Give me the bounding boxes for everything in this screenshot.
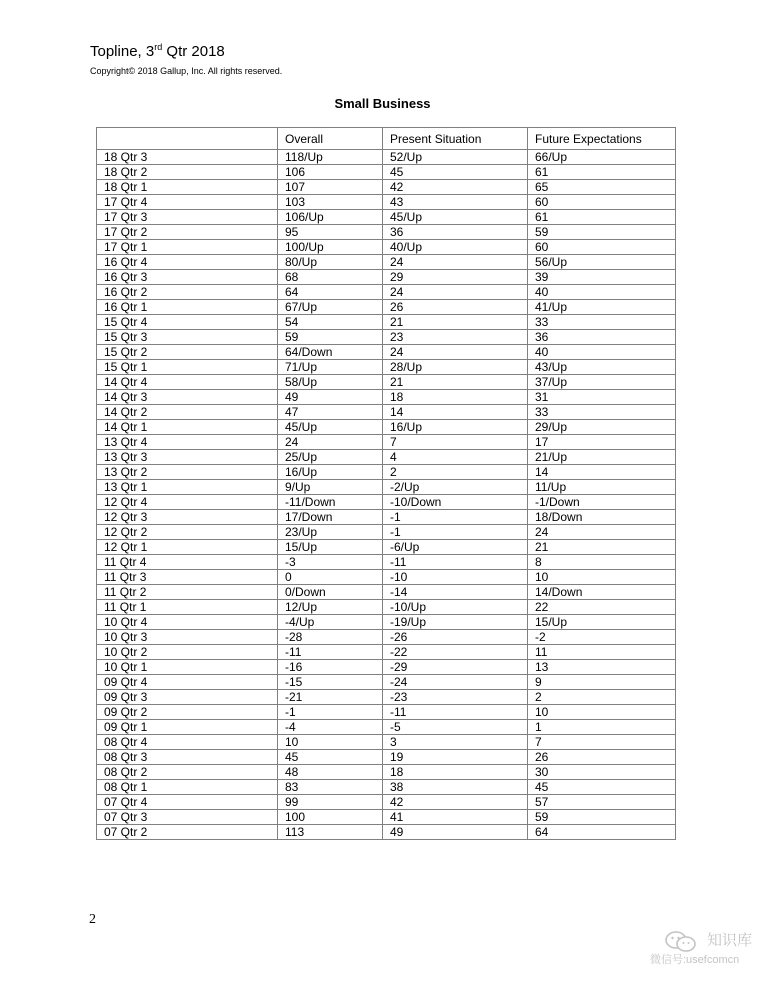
cell-period: 11 Qtr 2 — [97, 585, 278, 600]
cell-overall: 16/Up — [278, 465, 383, 480]
cell-future-expectations: 37/Up — [528, 375, 676, 390]
table-row — [97, 420, 676, 435]
cell-future-expectations: 17 — [528, 435, 676, 450]
copyright-notice: Copyright© 2018 Gallup, Inc. All rights reserved. — [90, 66, 283, 76]
cell-overall: 106 — [278, 165, 383, 180]
cell-future-expectations: 33 — [528, 315, 676, 330]
cell-present-situation: 38 — [383, 780, 528, 795]
cell-overall: 83 — [278, 780, 383, 795]
cell-future-expectations: 31 — [528, 390, 676, 405]
cell-overall: 10 — [278, 735, 383, 750]
cell-overall: 100/Up — [278, 240, 383, 255]
cell-period: 11 Qtr 4 — [97, 555, 278, 570]
cell-overall: 0/Down — [278, 585, 383, 600]
column-header-present-situation: Present Situation — [383, 128, 528, 150]
cell-future-expectations: 15/Up — [528, 615, 676, 630]
table-row — [97, 660, 676, 675]
cell-future-expectations: 13 — [528, 660, 676, 675]
cell-overall: 54 — [278, 315, 383, 330]
cell-overall: -1 — [278, 705, 383, 720]
cell-overall: 118/Up — [278, 150, 383, 165]
cell-overall: 59 — [278, 330, 383, 345]
cell-present-situation: 26 — [383, 300, 528, 315]
cell-period: 16 Qtr 3 — [97, 270, 278, 285]
table-row — [97, 315, 676, 330]
cell-overall: -28 — [278, 630, 383, 645]
cell-period: 17 Qtr 3 — [97, 210, 278, 225]
cell-period: 12 Qtr 4 — [97, 495, 278, 510]
cell-present-situation: -1 — [383, 510, 528, 525]
cell-future-expectations: -2 — [528, 630, 676, 645]
cell-period: 07 Qtr 3 — [97, 810, 278, 825]
title-end: Qtr 2018 — [162, 43, 225, 60]
cell-present-situation: 41 — [383, 810, 528, 825]
cell-present-situation: -11 — [383, 555, 528, 570]
cell-period: 09 Qtr 2 — [97, 705, 278, 720]
table-row — [97, 330, 676, 345]
cell-period: 15 Qtr 1 — [97, 360, 278, 375]
table-row — [97, 450, 676, 465]
cell-overall: 45/Up — [278, 420, 383, 435]
table-row — [97, 570, 676, 585]
cell-overall: -15 — [278, 675, 383, 690]
column-header-overall: Overall — [278, 128, 383, 150]
cell-overall: 0 — [278, 570, 383, 585]
cell-period: 08 Qtr 2 — [97, 765, 278, 780]
cell-future-expectations: 56/Up — [528, 255, 676, 270]
cell-period: 13 Qtr 2 — [97, 465, 278, 480]
cell-period: 10 Qtr 3 — [97, 630, 278, 645]
cell-future-expectations: 2 — [528, 690, 676, 705]
cell-future-expectations: 64 — [528, 825, 676, 840]
table-row — [97, 675, 676, 690]
cell-present-situation: -14 — [383, 585, 528, 600]
cell-present-situation: -24 — [383, 675, 528, 690]
document-title — [90, 43, 225, 61]
cell-present-situation: 23 — [383, 330, 528, 345]
cell-period: 15 Qtr 3 — [97, 330, 278, 345]
cell-period: 18 Qtr 2 — [97, 165, 278, 180]
cell-overall: 49 — [278, 390, 383, 405]
cell-overall: 17/Down — [278, 510, 383, 525]
table-row — [97, 240, 676, 255]
table-row — [97, 405, 676, 420]
watermark-name: 知识库 — [707, 932, 753, 949]
cell-overall: -4/Up — [278, 615, 383, 630]
table-row — [97, 630, 676, 645]
cell-period: 11 Qtr 1 — [97, 600, 278, 615]
cell-overall: -4 — [278, 720, 383, 735]
cell-present-situation: -11 — [383, 705, 528, 720]
cell-overall: 9/Up — [278, 480, 383, 495]
cell-present-situation: 18 — [383, 390, 528, 405]
cell-period: 10 Qtr 2 — [97, 645, 278, 660]
cell-future-expectations: 60 — [528, 195, 676, 210]
cell-future-expectations: 57 — [528, 795, 676, 810]
cell-overall: 95 — [278, 225, 383, 240]
table-row — [97, 525, 676, 540]
cell-period: 15 Qtr 2 — [97, 345, 278, 360]
cell-overall: 64 — [278, 285, 383, 300]
cell-present-situation: -2/Up — [383, 480, 528, 495]
cell-period: 14 Qtr 1 — [97, 420, 278, 435]
cell-present-situation: 52/Up — [383, 150, 528, 165]
cell-future-expectations: 29/Up — [528, 420, 676, 435]
cell-future-expectations: 43/Up — [528, 360, 676, 375]
cell-present-situation: 16/Up — [383, 420, 528, 435]
cell-period: 14 Qtr 4 — [97, 375, 278, 390]
title-superscript: rd — [154, 42, 163, 52]
cell-period: 07 Qtr 4 — [97, 795, 278, 810]
cell-overall: 23/Up — [278, 525, 383, 540]
cell-overall: 64/Down — [278, 345, 383, 360]
cell-present-situation: 45/Up — [383, 210, 528, 225]
small-business-table — [96, 127, 676, 840]
table-row — [97, 255, 676, 270]
cell-present-situation: 24 — [383, 345, 528, 360]
cell-overall: 113 — [278, 825, 383, 840]
table-row — [97, 495, 676, 510]
cell-overall: 47 — [278, 405, 383, 420]
column-header-future-expectations: Future Expectations — [528, 128, 676, 150]
watermark-id: 微信号:usefcomcn — [650, 954, 740, 966]
cell-future-expectations: 10 — [528, 570, 676, 585]
cell-overall: -21 — [278, 690, 383, 705]
cell-present-situation: -26 — [383, 630, 528, 645]
cell-period: 12 Qtr 2 — [97, 525, 278, 540]
cell-period: 10 Qtr 4 — [97, 615, 278, 630]
table-row — [97, 165, 676, 180]
cell-future-expectations: 65 — [528, 180, 676, 195]
cell-future-expectations: 21/Up — [528, 450, 676, 465]
cell-present-situation: 24 — [383, 255, 528, 270]
cell-present-situation: -19/Up — [383, 615, 528, 630]
table-body — [97, 150, 676, 840]
table-row — [97, 360, 676, 375]
cell-future-expectations: 61 — [528, 210, 676, 225]
cell-present-situation: 18 — [383, 765, 528, 780]
cell-future-expectations: 8 — [528, 555, 676, 570]
cell-present-situation: 21 — [383, 375, 528, 390]
table-row — [97, 180, 676, 195]
table-row — [97, 390, 676, 405]
cell-present-situation: 4 — [383, 450, 528, 465]
cell-future-expectations: 10 — [528, 705, 676, 720]
table-row — [97, 555, 676, 570]
cell-period: 14 Qtr 2 — [97, 405, 278, 420]
cell-period: 07 Qtr 2 — [97, 825, 278, 840]
table-row — [97, 480, 676, 495]
table-row — [97, 750, 676, 765]
cell-period: 08 Qtr 4 — [97, 735, 278, 750]
table-row — [97, 645, 676, 660]
cell-present-situation: 49 — [383, 825, 528, 840]
cell-present-situation: 14 — [383, 405, 528, 420]
cell-future-expectations: 41/Up — [528, 300, 676, 315]
cell-present-situation: -23 — [383, 690, 528, 705]
cell-future-expectations: 22 — [528, 600, 676, 615]
table-row — [97, 270, 676, 285]
table-row — [97, 375, 676, 390]
cell-present-situation: 24 — [383, 285, 528, 300]
cell-present-situation: -29 — [383, 660, 528, 675]
cell-period: 18 Qtr 1 — [97, 180, 278, 195]
table-row — [97, 705, 676, 720]
table-row — [97, 195, 676, 210]
cell-future-expectations: 60 — [528, 240, 676, 255]
cell-present-situation: 28/Up — [383, 360, 528, 375]
title-main: Topline, 3 — [90, 43, 155, 60]
cell-present-situation: -22 — [383, 645, 528, 660]
cell-present-situation: 29 — [383, 270, 528, 285]
cell-overall: -16 — [278, 660, 383, 675]
cell-future-expectations: 9 — [528, 675, 676, 690]
cell-overall: 58/Up — [278, 375, 383, 390]
cell-future-expectations: 11/Up — [528, 480, 676, 495]
wechat-icon — [664, 931, 698, 953]
table-row — [97, 690, 676, 705]
table-row — [97, 810, 676, 825]
cell-present-situation: -10/Up — [383, 600, 528, 615]
table-row — [97, 510, 676, 525]
cell-period: 09 Qtr 4 — [97, 675, 278, 690]
cell-period: 09 Qtr 3 — [97, 690, 278, 705]
table-row — [97, 300, 676, 315]
cell-present-situation: 42 — [383, 795, 528, 810]
cell-present-situation: 45 — [383, 165, 528, 180]
cell-period: 18 Qtr 3 — [97, 150, 278, 165]
cell-future-expectations: 40 — [528, 345, 676, 360]
table-row — [97, 795, 676, 810]
cell-future-expectations: 33 — [528, 405, 676, 420]
cell-future-expectations: 36 — [528, 330, 676, 345]
cell-period: 17 Qtr 4 — [97, 195, 278, 210]
cell-overall: 67/Up — [278, 300, 383, 315]
cell-period: 17 Qtr 2 — [97, 225, 278, 240]
cell-period: 12 Qtr 1 — [97, 540, 278, 555]
column-header-period — [97, 128, 278, 150]
cell-present-situation: 21 — [383, 315, 528, 330]
table-row — [97, 285, 676, 300]
table-row — [97, 225, 676, 240]
cell-future-expectations: 59 — [528, 810, 676, 825]
cell-overall: -3 — [278, 555, 383, 570]
cell-future-expectations: 18/Down — [528, 510, 676, 525]
cell-future-expectations: 30 — [528, 765, 676, 780]
cell-present-situation: 43 — [383, 195, 528, 210]
cell-overall: 68 — [278, 270, 383, 285]
cell-future-expectations: 66/Up — [528, 150, 676, 165]
cell-overall: 25/Up — [278, 450, 383, 465]
cell-overall: 71/Up — [278, 360, 383, 375]
cell-present-situation: 3 — [383, 735, 528, 750]
table-row — [97, 600, 676, 615]
table-row — [97, 825, 676, 840]
cell-overall: -11/Down — [278, 495, 383, 510]
cell-period: 17 Qtr 1 — [97, 240, 278, 255]
cell-present-situation: 7 — [383, 435, 528, 450]
cell-overall: 24 — [278, 435, 383, 450]
table-header-row — [97, 128, 676, 150]
cell-period: 16 Qtr 4 — [97, 255, 278, 270]
cell-future-expectations: 21 — [528, 540, 676, 555]
cell-future-expectations: 40 — [528, 285, 676, 300]
section-title: Small Business — [334, 96, 431, 111]
cell-future-expectations: 59 — [528, 225, 676, 240]
cell-future-expectations: 1 — [528, 720, 676, 735]
cell-present-situation: -10 — [383, 570, 528, 585]
cell-future-expectations: 45 — [528, 780, 676, 795]
cell-overall: 99 — [278, 795, 383, 810]
cell-overall: 80/Up — [278, 255, 383, 270]
cell-period: 13 Qtr 3 — [97, 450, 278, 465]
table-row — [97, 780, 676, 795]
cell-overall: 106/Up — [278, 210, 383, 225]
cell-period: 12 Qtr 3 — [97, 510, 278, 525]
cell-overall: 15/Up — [278, 540, 383, 555]
table-row — [97, 150, 676, 165]
cell-present-situation: 40/Up — [383, 240, 528, 255]
page-number: 2 — [89, 912, 96, 927]
table-row — [97, 345, 676, 360]
cell-present-situation: -10/Down — [383, 495, 528, 510]
cell-overall: 45 — [278, 750, 383, 765]
table-row — [97, 435, 676, 450]
cell-present-situation: 2 — [383, 465, 528, 480]
cell-future-expectations: 11 — [528, 645, 676, 660]
cell-overall: -11 — [278, 645, 383, 660]
cell-period: 15 Qtr 4 — [97, 315, 278, 330]
cell-future-expectations: 14 — [528, 465, 676, 480]
cell-present-situation: 36 — [383, 225, 528, 240]
table-row — [97, 210, 676, 225]
cell-future-expectations: 24 — [528, 525, 676, 540]
cell-present-situation: 42 — [383, 180, 528, 195]
table-row — [97, 465, 676, 480]
cell-overall: 12/Up — [278, 600, 383, 615]
cell-present-situation: 19 — [383, 750, 528, 765]
cell-period: 09 Qtr 1 — [97, 720, 278, 735]
cell-future-expectations: 26 — [528, 750, 676, 765]
cell-period: 08 Qtr 3 — [97, 750, 278, 765]
cell-present-situation: -1 — [383, 525, 528, 540]
cell-overall: 100 — [278, 810, 383, 825]
cell-future-expectations: 39 — [528, 270, 676, 285]
watermark — [650, 928, 764, 972]
cell-period: 08 Qtr 1 — [97, 780, 278, 795]
cell-future-expectations: 7 — [528, 735, 676, 750]
cell-period: 14 Qtr 3 — [97, 390, 278, 405]
cell-period: 11 Qtr 3 — [97, 570, 278, 585]
table-row — [97, 585, 676, 600]
table-row — [97, 765, 676, 780]
cell-overall: 48 — [278, 765, 383, 780]
cell-present-situation: -6/Up — [383, 540, 528, 555]
cell-period: 10 Qtr 1 — [97, 660, 278, 675]
cell-period: 13 Qtr 4 — [97, 435, 278, 450]
cell-future-expectations: 61 — [528, 165, 676, 180]
cell-overall: 107 — [278, 180, 383, 195]
table-row — [97, 735, 676, 750]
table-row — [97, 540, 676, 555]
cell-present-situation: -5 — [383, 720, 528, 735]
cell-overall: 103 — [278, 195, 383, 210]
cell-period: 13 Qtr 1 — [97, 480, 278, 495]
cell-period: 16 Qtr 2 — [97, 285, 278, 300]
cell-future-expectations: -1/Down — [528, 495, 676, 510]
cell-period: 16 Qtr 1 — [97, 300, 278, 315]
table-row — [97, 615, 676, 630]
cell-future-expectations: 14/Down — [528, 585, 676, 600]
table-row — [97, 720, 676, 735]
